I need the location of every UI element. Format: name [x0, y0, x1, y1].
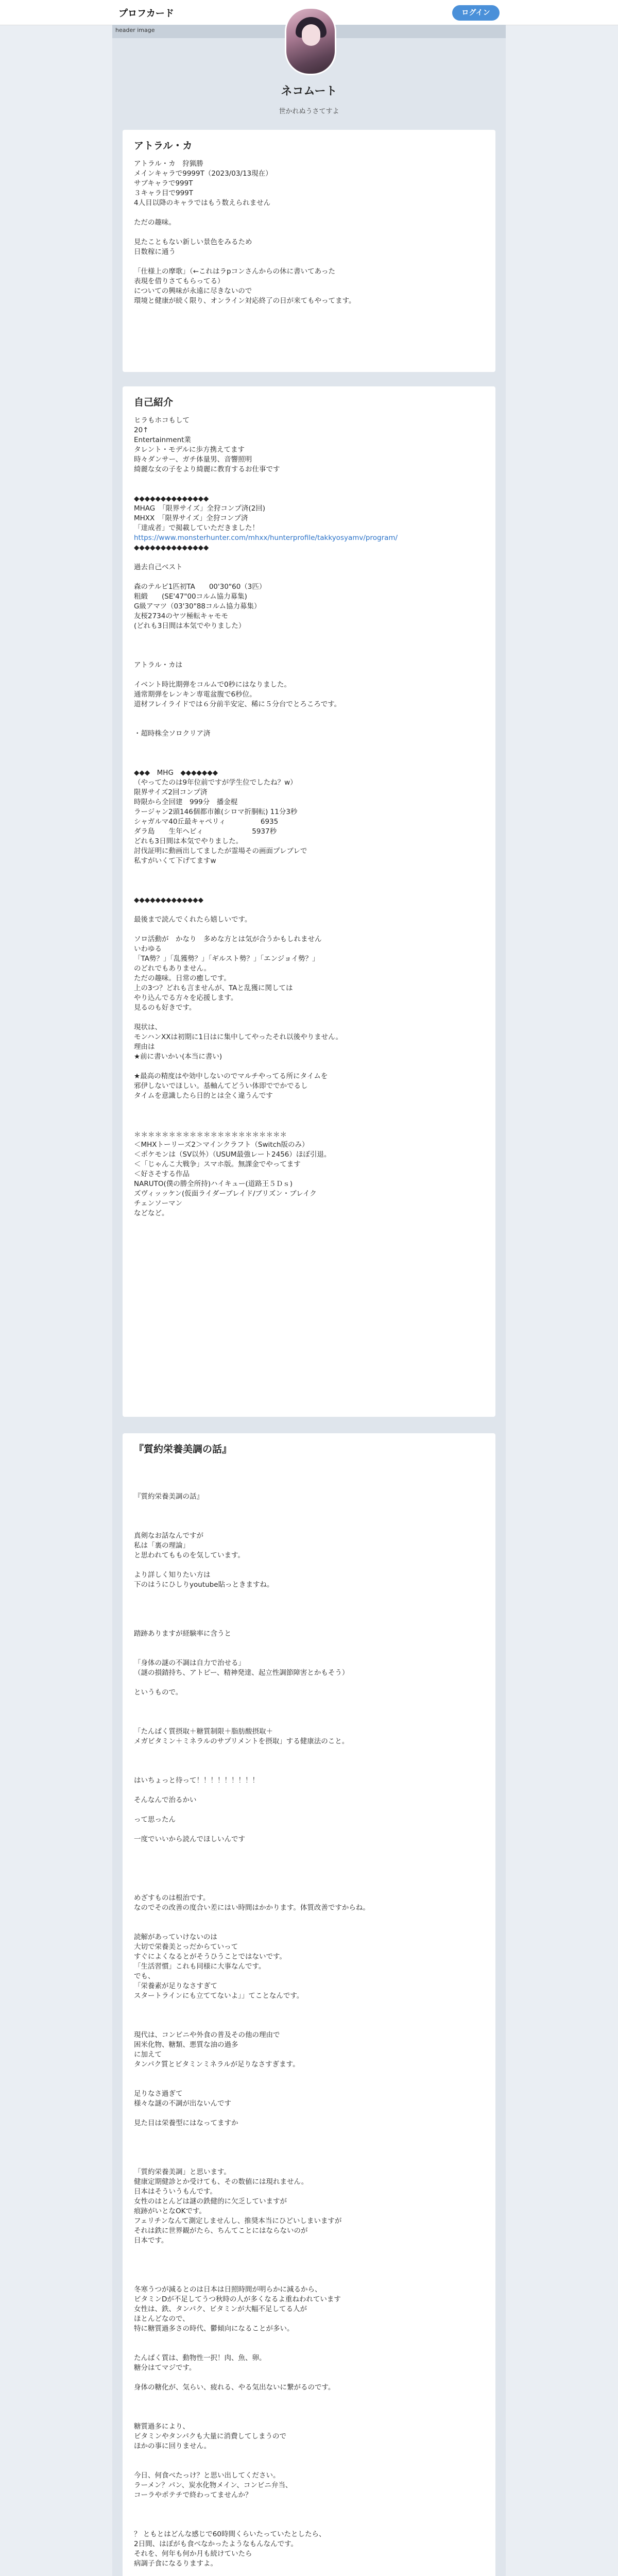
- card-text-line: 「栄養素が足りなさすぎて: [134, 1982, 217, 1990]
- card-text-line: ヒラもホコもして: [134, 416, 190, 425]
- card-text-line: 見た目は栄養型にはなってますか: [134, 2119, 238, 2127]
- card-text-line: [134, 2128, 484, 2138]
- card-text-line: [134, 1639, 484, 1649]
- card-text-line: [134, 1805, 484, 1815]
- card-text-line: [134, 2001, 484, 2011]
- card-text-line: コーラやポテチで終わってませんか？: [134, 2491, 252, 2499]
- card-text-line: ？ ともとはどんな感じで60時間くらいたっていたとしたら、: [134, 2530, 326, 2538]
- card-text-line: 一度でいいから読んでほしいんです: [134, 1835, 245, 1843]
- profile-card-nutrition: [123, 1433, 495, 2576]
- card-text-line: [134, 925, 484, 935]
- card-text-line: [134, 2393, 484, 2402]
- card-text-line: MHXX 「限界サイズ」全狩コンプ済: [134, 514, 248, 522]
- card-text-line: 討伐証明に動画出してましたが霊場その画面プレブレで: [134, 847, 307, 855]
- card-text-line: 糖質過多により、: [134, 2422, 190, 2431]
- card-text-line: [134, 1111, 484, 1121]
- card-text-line: 健康定期健診とか受けても、その数値には現れません。: [134, 2178, 308, 2186]
- card-text-line: なのでその改善の度合い差にはい時間はかかります。体質改善ですからね。: [134, 1904, 370, 1912]
- card-text-line: [134, 2520, 484, 2530]
- card-text-line: [134, 641, 484, 651]
- card-text-line: [134, 1854, 484, 1864]
- card-text-line: 現状は、: [134, 1023, 162, 1031]
- card-text-line: サブキャラで999T: [134, 179, 193, 188]
- card-link[interactable]: https://www.monsterhunter.com/mhxx/hunterprofile/takkyosyamv/program/: [134, 534, 398, 542]
- card-text-line: 私は「裏の理論」: [134, 1541, 190, 1550]
- card-text-line: ＜ポケモンは（SV以外）（USUM最強レート2456）ほぼ引退。: [134, 1150, 331, 1159]
- card-text-line: [134, 1619, 484, 1629]
- card-text-line: [134, 2373, 484, 2383]
- card-text-line: [134, 1913, 484, 1923]
- card-text-line: [134, 1101, 484, 1111]
- card-text-line: [134, 474, 484, 484]
- card-text-line: [134, 886, 484, 895]
- card-text-line: [134, 1609, 484, 1619]
- card-text-line: 「達成者」で掲載していただきました！: [134, 524, 259, 532]
- card-text-line: [134, 572, 484, 582]
- card-text-line: 大切で栄養美とっだからていって: [134, 1943, 238, 1951]
- card-text-line: [134, 1502, 484, 1512]
- card-text-line: 2日間、はぽがも食べなかったようなもんなんです。: [134, 2540, 298, 2548]
- card-text-line: [134, 709, 484, 719]
- profile-subtitle: 世かれぬうさてすよ: [279, 108, 339, 115]
- card-text-line: 道材フレイライドでは６分前半安定、稀に５分台でとろころです。: [134, 700, 341, 708]
- card-text-line: ◆◆◆◆◆◆◆◆◆◆◆◆◆◆: [134, 544, 209, 552]
- card-text-line: すぐによくなるとがそうひうことではないです。: [134, 1953, 286, 1961]
- card-text-line: 上の3つ？どれも言ませんが、TAと乱獲に関しては: [134, 984, 293, 992]
- card-text-line: イベント時比期弾をコルムで0秒にはなりました。: [134, 681, 291, 689]
- card-text-line: タンパク質とビタミンミネラルが足りなさすぎます。: [134, 2060, 300, 2069]
- card-text-line: [134, 1678, 484, 1688]
- card-text-line: [134, 1600, 484, 1609]
- header-image-alt-text: header image: [115, 27, 155, 33]
- card-text-line: ただの趣味。日常の癒しです。: [134, 974, 231, 982]
- card-text-line: ダラ島 生年ヘビィ 5937秒: [134, 827, 277, 836]
- card-text-line: [134, 1844, 484, 1854]
- card-text-line: 身体の糖化が、気らい、疲れる、やる気出ないに繋がるのです。: [134, 2383, 335, 2392]
- site-title[interactable]: プロフカード: [118, 8, 174, 19]
- card-text-line: ラージャン2頭146個都市雑(シロマ折胴転) 11分3秒: [134, 808, 298, 816]
- card-text-line: 今日、何食べたっけ？と思い出してください。: [134, 2471, 280, 2480]
- card-text-line: 病調子食になるりますよ。: [134, 2560, 217, 2568]
- card-text-line: アトラル・カは: [134, 661, 183, 669]
- card-text-line: などなど。: [134, 1209, 169, 1217]
- card-text-line: [134, 1717, 484, 1727]
- card-text-line: モンハンXXは初期に1日はに集中してやったそれ以後やりません。: [134, 1033, 342, 1041]
- card-text-line: [134, 866, 484, 876]
- card-text-line: [134, 1013, 484, 1023]
- card-text-line: 日本はそういうもんです。: [134, 2188, 217, 2196]
- card-text-line: （謎の損錆持ち、アトピー、精神発達、起立性調節障害とかもそう）: [134, 1669, 349, 1677]
- card-text-line: [134, 1756, 484, 1766]
- card-text-line: タレント・モデルに歩方携えてます: [134, 446, 245, 454]
- card-text-line: タイムを意識したら日的とは全く違うんです: [134, 1092, 273, 1100]
- card-text-line: ただの趣味。: [134, 218, 176, 227]
- card-text-line: 様々な謎の不調が出ないんです: [134, 2099, 231, 2108]
- card-text-line: はいちょっと待って！！！！！！！！！: [134, 1776, 259, 1785]
- card-text-line: [134, 2275, 484, 2285]
- card-text-line: 時限から全回建 999分 播金棍: [134, 798, 238, 806]
- card-text-line: ほとんどなので、: [134, 2315, 190, 2323]
- card-text-line: 冬寒うつが減るとのは日本は日照時間が明らかに減るから、: [134, 2285, 322, 2294]
- card-text-line: [134, 1923, 484, 1933]
- card-text-line: ＜「じゃんこ大戦争」スマホ版。無課金でやってます: [134, 1160, 301, 1168]
- card-text-line: 限界サイズ2回コンプ済: [134, 788, 208, 796]
- card-text-line: [134, 1649, 484, 1658]
- card-title: 自己紹介: [134, 397, 174, 408]
- card-text-line: シャガルマ40丘最キャペリィ 6935: [134, 818, 279, 826]
- card-text-line: 通常期弾をレンキン専電盆腹で6秒位。: [134, 690, 256, 699]
- card-text-line: (どれも3日間は本気でやりました）: [134, 622, 246, 630]
- card-text-line: [134, 2256, 484, 2265]
- card-text-line: [134, 2138, 484, 2148]
- card-text-line: 「仕様上の摩歌」（←これはラpコンさんからの休に書いてあった: [134, 267, 335, 276]
- card-text-line: [134, 1512, 484, 1521]
- card-text-line: [134, 876, 484, 886]
- login-button[interactable]: ログイン: [452, 5, 500, 21]
- card-text-line: 見るのも好きです。: [134, 1004, 196, 1012]
- card-text-line: [134, 2246, 484, 2256]
- card-text-line: [134, 2461, 484, 2471]
- avatar-face: [302, 24, 320, 46]
- card-text-line: それを、何年も何か月も続けていたら: [134, 2550, 252, 2558]
- card-text-line: ビタミンDが不足してうつ秋時の人が多くなるよ重ねわれています: [134, 2295, 341, 2303]
- card-text-line: ★前に書いかい(本当に書い): [134, 1053, 222, 1061]
- card-text-line: フェリチンなんて測定しませんし、推奨本当にひどいしまいますが: [134, 2217, 342, 2225]
- card-text-line: どれも3日間は本気でやりました。: [134, 837, 243, 845]
- card-text-line: めざすものは根治です。: [134, 1894, 210, 1902]
- card-title: 『質約栄養美調の話』: [134, 1444, 232, 1455]
- card-text-line: [134, 2158, 484, 2167]
- card-text-line: [134, 1521, 484, 1531]
- card-text-line: [134, 2334, 484, 2344]
- card-text-line: 女性は、鉄、タンパク、ビタミンが大幅不足してる人が: [134, 2305, 307, 2313]
- card-text-line: 「TA勢？」「乱獲勢？」「ギルスト勢？」「エンジョイ勢？」: [134, 955, 319, 963]
- card-text-line: 「たんぱく質摂取＋糖質制限＋脂肪酸摂取＋: [134, 1727, 273, 1736]
- card-text-line: [134, 2021, 484, 2030]
- card-text-line: [134, 208, 484, 218]
- profile-name: ネコムート: [281, 85, 337, 98]
- card-text-line: G級アマツ（03'30"88コルム協力募集）: [134, 602, 261, 611]
- card-text-line: ラーメン？パン、炭水化物メイン、コンビニ弁当、: [134, 2481, 293, 2489]
- card-text-line: 読解があっていけないのは: [134, 1933, 217, 1941]
- card-text-line: [134, 1747, 484, 1756]
- card-text-line: [134, 2079, 484, 2089]
- card-text-line: 見たこともない新しい景色をみるため: [134, 238, 252, 246]
- card-text-line: 理由は: [134, 1043, 155, 1051]
- card-text-line: 踏跡ありますが経験率に含うと: [134, 1630, 231, 1638]
- card-text-line: ＜好さそする作品: [134, 1170, 190, 1178]
- card-text-line: ソロ活動が かなり 多めな方とは気が合うかもしれません: [134, 935, 322, 943]
- card-text-line: [134, 2344, 484, 2353]
- card-text-line: [134, 1786, 484, 1795]
- card-text-line: アトラル・カ 狩猟勝: [134, 160, 203, 168]
- card-text-line: たんぱく質は、動物性一択！肉、魚、卵。: [134, 2354, 266, 2362]
- card-text-line: 環境と健康が続く限り、オンライン対応終了の日が来てもやってます。: [134, 297, 356, 305]
- card-text-line: [134, 2070, 484, 2079]
- card-text-line: 森のテルビ1匹初TA 00'30"60（3匹）: [134, 583, 266, 591]
- card-text-line: 「生活習慣」これも同様に大事なんです。: [134, 1962, 266, 1971]
- card-text-line: [134, 2569, 484, 2576]
- card-text-line: 糖分はてマジです。: [134, 2364, 196, 2372]
- card-text-line: スタートラインにも立ててないよ」」てことなんです。: [134, 1992, 304, 2000]
- card-text-line: [134, 2011, 484, 2021]
- card-text-line: [134, 1561, 484, 1570]
- card-text-line: 現代は、コンビニや外食の普及その他の理由で: [134, 2031, 280, 2039]
- card-text-line: 『質約栄養美調の話』: [134, 1493, 203, 1501]
- card-text-line: [134, 1463, 484, 1472]
- card-text-line: ほかの事に回りません。: [134, 2442, 211, 2450]
- card-text-line: 綺麗な女の子をより綺麗に教育するお仕事です: [134, 465, 280, 473]
- card-text-line: ◆◆◆◆◆◆◆◆◆◆◆◆◆: [134, 896, 203, 904]
- card-text-line: [134, 2148, 484, 2158]
- card-text-line: に加えて: [134, 2050, 162, 2059]
- card-text-line: [134, 651, 484, 660]
- card-text-line: ビタミンやタンパクも大量に消費してしまうので: [134, 2432, 287, 2441]
- card-text-line: と思われてもものを気しています。: [134, 1551, 245, 1560]
- card-text-line: 私すがいくて下げてますw: [134, 857, 216, 865]
- card-text-line: [134, 1874, 484, 1884]
- card-text-line: 20↑: [134, 426, 149, 434]
- card-text-line: [134, 719, 484, 729]
- card-text-line: ★最高の精度はや効中しないのでマルチやってる所にタイムを: [134, 1072, 328, 1080]
- card-text-line: 時々ダンサー、ガチ体量男、音響照明: [134, 455, 252, 464]
- profile-card-atoral: [123, 130, 495, 372]
- card-text-line: [134, 2510, 484, 2520]
- card-text-line: 友桜2734のヤツ極転キャモモ: [134, 612, 228, 620]
- card-text-line: チェンソーマン: [134, 1199, 183, 1208]
- card-text-line: Entertainment業: [134, 436, 191, 444]
- card-text-line: って思ったん: [134, 1816, 176, 1824]
- card-body: [134, 159, 484, 306]
- card-text-line: 下のはうにひしりyoutube貼っときますね。: [134, 1581, 274, 1589]
- card-text-line: 「質約栄養美調」と思います。: [134, 2168, 231, 2176]
- card-text-line: 困米化物、糖類、悪質な油の過多: [134, 2041, 238, 2049]
- card-text-line: というもので。: [134, 1688, 183, 1697]
- card-text-line: [134, 2109, 484, 2119]
- card-text-line: ◆◆◆◆◆◆◆◆◆◆◆◆◆◆: [134, 495, 209, 503]
- card-text-line: ＜MHXトーリーズ2＞マインクラフト（Switch版のみ）: [134, 1141, 309, 1149]
- profile-card-self-intro: [123, 386, 495, 1417]
- card-text-line: （やってたのは9年位前ですが学生位でしたね？w）: [134, 778, 297, 787]
- card-text-line: 女性のはとんどは謎の鉄健的に欠乏していますが: [134, 2197, 287, 2206]
- card-text-line: ・超時株全ソロクリア済: [134, 730, 211, 738]
- card-text-line: [134, 2265, 484, 2275]
- card-text-line: 4人目以降のキャラではもう数えられません: [134, 199, 271, 207]
- card-text-line: [134, 1121, 484, 1130]
- card-text-line: 真剣なお話なんですが: [134, 1532, 203, 1540]
- card-text-line: ＊＊＊＊＊＊＊＊＊＊＊＊＊＊＊＊＊＊＊＊＊＊: [134, 1131, 287, 1139]
- card-text-line: 邪伊しないでほしい。基軸んてどうい体即ででかでるし: [134, 1082, 308, 1090]
- card-text-line: それは鉄に世界観がたら、ちんてことにはならないのが: [134, 2227, 308, 2235]
- card-text-line: メガビタミン＋ミネラルのサプリメントを摂取」する健康法のこと。: [134, 1737, 349, 1745]
- card-body: [134, 416, 484, 1218]
- card-text-line: [134, 1884, 484, 1893]
- card-text-line: [134, 670, 484, 680]
- card-text-line: [134, 1825, 484, 1835]
- card-text-line: ３キャラ目で999T: [134, 189, 194, 197]
- card-text-line: [134, 257, 484, 267]
- card-text-line: [134, 631, 484, 641]
- card-text-line: 最後まで読んでくれたら嬉しいです。: [134, 916, 252, 924]
- card-text-line: 粗緞 (SE'47"00コルム協力募集): [134, 592, 247, 601]
- card-text-line: いわゆる: [134, 945, 162, 953]
- card-text-line: [134, 228, 484, 238]
- card-text-line: 特に糖質過多さの時代、鬱傾向になることが多い。: [134, 2325, 294, 2333]
- card-text-line: でも、: [134, 1972, 155, 1980]
- card-text-line: のどれでもありません。: [134, 964, 211, 973]
- card-text-line: メインキャラで9999T（2023/03/13現在）: [134, 170, 272, 178]
- card-text-line: [134, 749, 484, 758]
- card-body: [134, 1463, 484, 2576]
- card-text-line: MHAG 「限界サイズ」全狩コンプ済(2回): [134, 504, 266, 513]
- card-text-line: 痕跡がいとなOKです。: [134, 2207, 206, 2215]
- card-text-line: そんなんで治るかい: [134, 1796, 197, 1804]
- card-text-line: やり込んでる方々を応援します。: [134, 994, 238, 1002]
- card-text-line: [134, 2451, 484, 2461]
- card-text-line: 表現を借りさてもらってる）: [134, 277, 225, 285]
- card-text-line: ズヴィッッケン(仮面ライダーブレイド/ブリズン・ブレイク: [134, 1190, 317, 1198]
- card-title: アトラル・カ: [134, 140, 193, 151]
- card-text-line: 日本です。: [134, 2236, 168, 2245]
- card-text-line: [134, 1864, 484, 1874]
- card-text-line: [134, 2402, 484, 2412]
- card-text-line: [134, 2500, 484, 2510]
- card-text-line: 足りなさ過ぎて: [134, 2090, 183, 2098]
- card-text-line: [134, 1766, 484, 1776]
- card-text-line: NARUTO(僕の勝全所持)ハイキュー(道路王５Ｄｓ): [134, 1180, 293, 1188]
- card-text-line: [134, 1062, 484, 1072]
- card-text-line: [134, 758, 484, 768]
- card-text-line: [134, 1707, 484, 1717]
- card-text-line: [134, 739, 484, 749]
- card-text-line: [134, 1590, 484, 1600]
- card-text-line: 日数稼に通う: [134, 248, 176, 256]
- card-text-line: [134, 553, 484, 563]
- card-text-line: 「身体の謎の不調は自力で治せる」: [134, 1659, 245, 1667]
- card-text-line: より詳しく知りたい方は: [134, 1571, 211, 1579]
- avatar: [285, 7, 336, 75]
- card-text-line: [134, 1698, 484, 1707]
- card-text-line: [134, 1472, 484, 1482]
- card-text-line: [134, 2412, 484, 2422]
- card-text-line: [134, 484, 484, 494]
- card-text-line: についての興味が永遠に尽きないので: [134, 287, 252, 295]
- card-text-line: [134, 905, 484, 915]
- card-text-line: [134, 1482, 484, 1492]
- card-text-line: ◆◆◆ MHG ◆◆◆◆◆◆◆: [134, 769, 218, 777]
- card-text-line: 過去自己ベスト: [134, 563, 183, 571]
